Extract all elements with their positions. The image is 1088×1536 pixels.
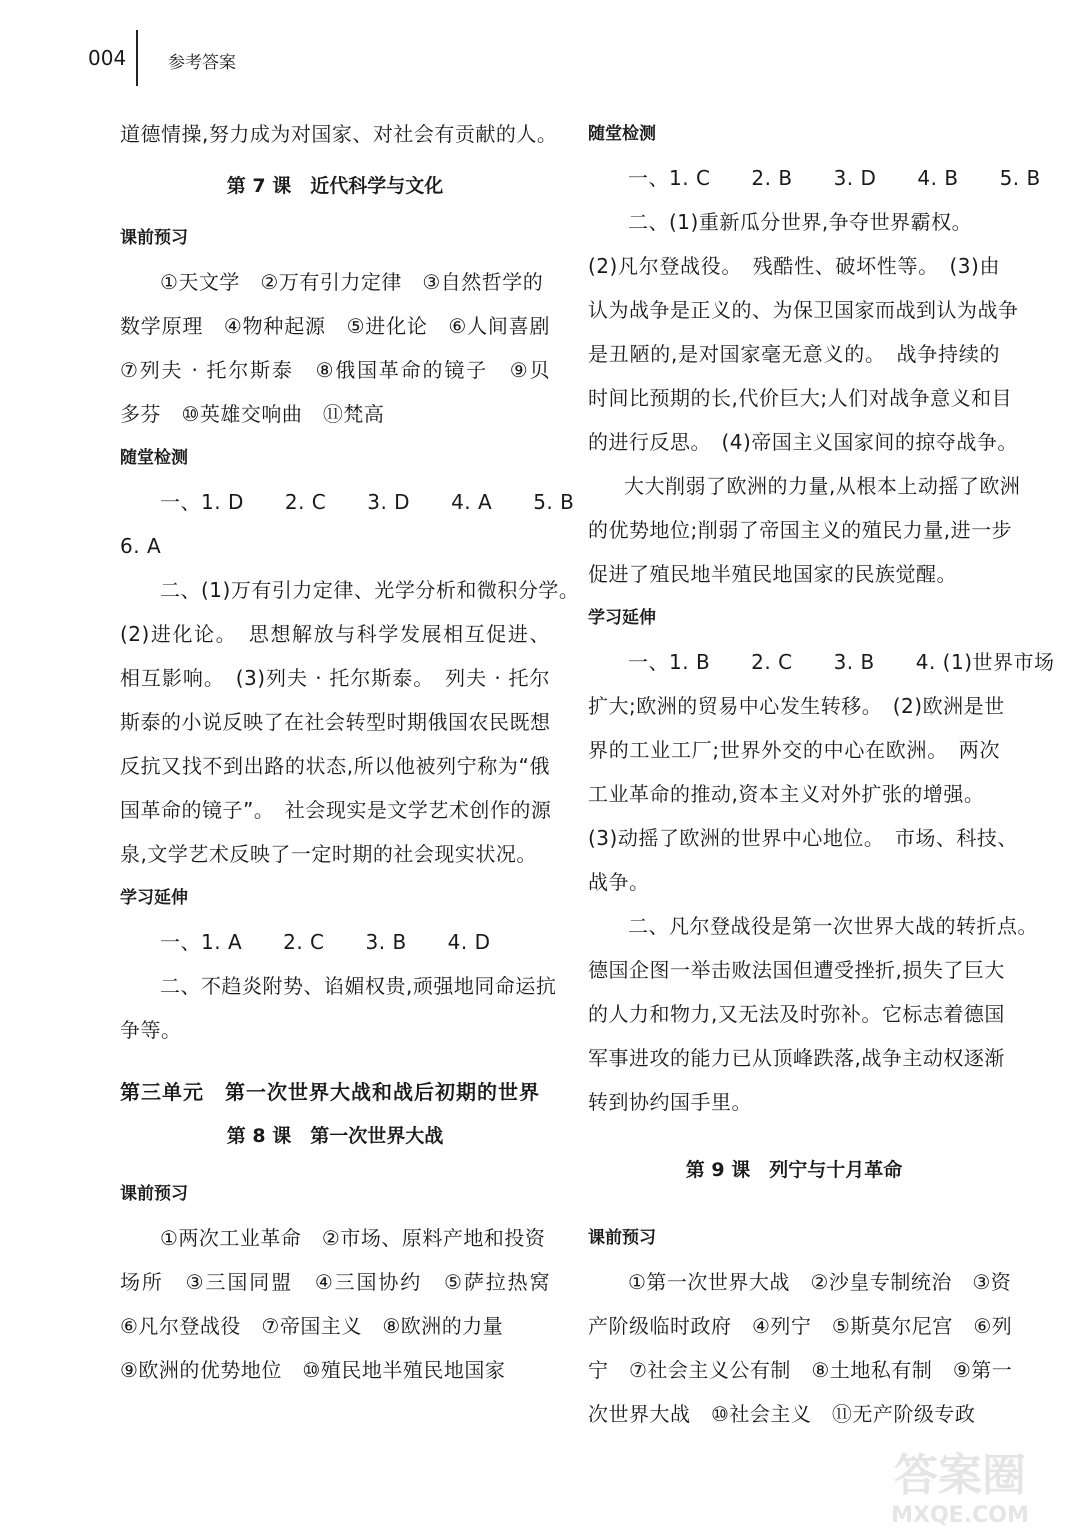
answer-line: 扩大;欧洲的贸易中心发生转移。 (2)欧洲是世	[588, 694, 1005, 718]
answer-line: 大大削弱了欧洲的力量,从根本上动摇了欧洲	[624, 474, 1021, 498]
answer-line: ⑥凡尔登战役 ⑦帝国主义 ⑧欧洲的力量	[120, 1314, 504, 1338]
svg-text:MXQE.COM: MXQE.COM	[891, 1503, 1029, 1528]
answer-line: 的优势地位;削弱了帝国主义的殖民力量,进一步	[588, 518, 1013, 542]
answer-line: 场所 ③三国同盟 ④三国协约 ⑤萨拉热窝	[120, 1270, 550, 1294]
answer-line: 相互影响。 (3)列夫 · 托尔斯泰。 列夫 · 托尔	[120, 666, 550, 690]
answer-line: 国革命的镜子”。 社会现实是文学艺术创作的源	[120, 798, 552, 822]
paragraph-line: 道德情操,努力成为对国家、对社会有贡献的人。	[120, 122, 558, 146]
answer-line: 6. A	[120, 534, 162, 558]
answer-line: 认为战争是正义的、为保卫国家而战到认为战争	[588, 298, 1019, 322]
answer-line: 反抗又找不到出路的状态,所以他被列宁称为“俄	[120, 754, 550, 778]
answer-line: 时间比预期的长,代价巨大;人们对战争意义和目	[588, 386, 1013, 410]
answer-line: (3)动摇了欧洲的世界中心地位。 市场、科技、	[588, 826, 1018, 850]
section-heading-preview: 课前预习	[588, 1228, 656, 1248]
section-heading-extension: 学习延伸	[120, 888, 188, 908]
answer-line: 一、1. D 2. C 3. D 4. A 5. B	[160, 490, 575, 514]
left-column	[120, 112, 580, 1392]
lesson-8-title: 第 8 课 第一次世界大战	[226, 1125, 444, 1147]
answer-line: 次世界大战 ⑩社会主义 ⑪无产阶级专政	[588, 1402, 976, 1426]
lesson-9-title: 第 9 课 列宁与十月革命	[685, 1159, 903, 1181]
answer-line: ①天文学 ②万有引力定律 ③自然哲学的	[160, 270, 544, 294]
answer-line: 一、1. A 2. C 3. B 4. D	[160, 930, 491, 954]
answer-line: ①两次工业革命 ②市场、原料产地和投资	[160, 1226, 546, 1250]
answer-line: 的进行反思。 (4)帝国主义国家间的掠夺战争。	[588, 430, 1018, 454]
lesson-7-title: 第 7 课 近代科学与文化	[226, 175, 444, 197]
right-column	[588, 112, 1055, 1436]
answer-line: (2)凡尔登战役。 残酷性、破坏性等。 (3)由	[588, 254, 1000, 278]
answer-line: 二、凡尔登战役是第一次世界大战的转折点。	[628, 914, 1038, 938]
answer-line: 军事进攻的能力已从顶峰跌落,战争主动权逐渐	[588, 1046, 1005, 1070]
section-heading-preview: 课前预习	[120, 1184, 188, 1204]
svg-text:答案圈: 答案圈	[894, 1450, 1026, 1501]
answer-line: 一、1. C 2. B 3. D 4. B 5. B	[628, 166, 1041, 190]
answer-line: 斯泰的小说反映了在社会转型时期俄国农民既想	[120, 710, 551, 734]
answer-line: 二、(1)万有引力定律、光学分析和微积分学。	[160, 578, 580, 602]
section-heading-check: 随堂检测	[588, 124, 656, 144]
header-title: 参考答案	[168, 53, 236, 73]
watermark-logo	[860, 1440, 1060, 1530]
answer-line: 争等。	[120, 1018, 182, 1042]
answer-line: 宁 ⑦社会主义公有制 ⑧土地私有制 ⑨第一	[588, 1358, 1013, 1382]
answer-line: 工业革命的推动,资本主义对外扩张的增强。	[588, 782, 985, 806]
answer-line: 是丑陋的,是对国家毫无意义的。 战争持续的	[588, 342, 1000, 366]
answer-line: 一、1. B 2. C 3. B 4. (1)世界市场	[628, 650, 1055, 674]
answer-line: 二、(1)重新瓜分世界,争夺世界霸权。	[628, 210, 973, 234]
answer-line: 促进了殖民地半殖民地国家的民族觉醒。	[588, 562, 957, 586]
answer-line: 二、不趋炎附势、谄媚权贵,顽强地同命运抗	[160, 974, 557, 998]
answer-line: 转到协约国手里。	[588, 1090, 752, 1114]
header-divider	[136, 30, 138, 86]
answer-line: 泉,文学艺术反映了一定时期的社会现实状况。	[120, 842, 537, 866]
answer-line: 多芬 ⑩英雄交响曲 ⑪梵高	[120, 402, 385, 426]
answer-line: (2)进化论。 思想解放与科学发展相互促进、	[120, 622, 550, 646]
section-heading-check: 随堂检测	[120, 448, 188, 468]
page-number: 004	[88, 46, 127, 70]
answer-line: 战争。	[588, 870, 650, 894]
section-heading-extension: 学习延伸	[588, 608, 656, 628]
unit-3-title: 第三单元 第一次世界大战和战后初期的世界	[120, 1080, 540, 1104]
answer-line: 界的工业工厂;世界外交的中心在欧洲。 两次	[588, 738, 1000, 762]
answer-line: 的人力和物力,又无法及时弥补。它标志着德国	[588, 1002, 1005, 1026]
answer-line: ⑦列夫 · 托尔斯泰 ⑧俄国革命的镜子 ⑨贝	[120, 358, 550, 382]
answer-line: 德国企图一举击败法国但遭受挫折,损失了巨大	[588, 958, 1005, 982]
section-heading-preview: 课前预习	[120, 228, 188, 248]
answer-line: ⑨欧洲的优势地位 ⑩殖民地半殖民地国家	[120, 1358, 506, 1382]
answer-line: 产阶级临时政府 ④列宁 ⑤斯莫尔尼宫 ⑥列	[588, 1314, 1013, 1338]
answer-line: 数学原理 ④物种起源 ⑤进化论 ⑥人间喜剧	[120, 314, 550, 338]
answer-line: ①第一次世界大战 ②沙皇专制统治 ③资	[628, 1270, 1012, 1294]
